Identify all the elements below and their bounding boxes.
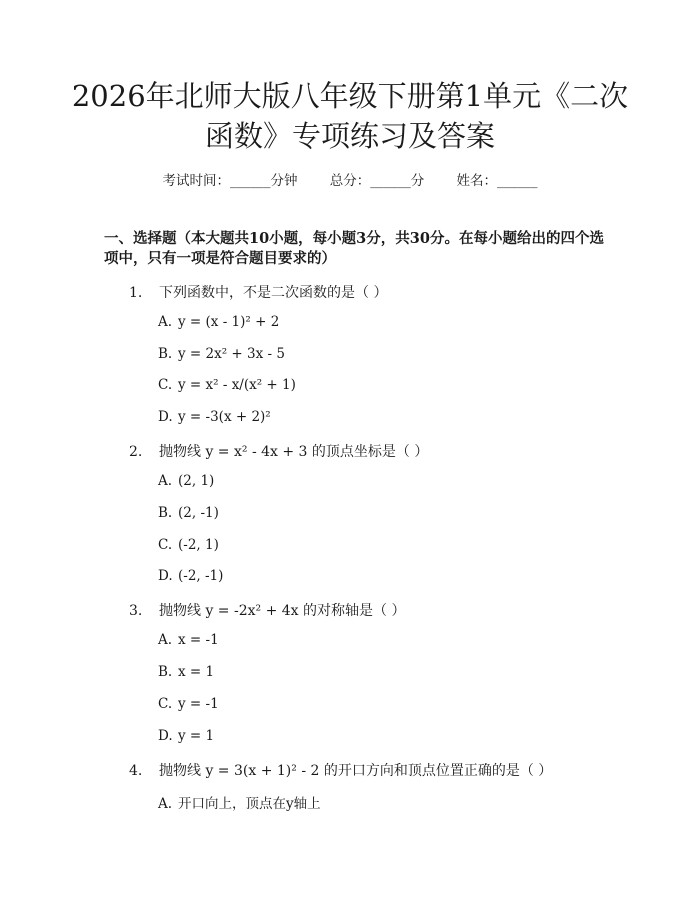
question-1-option-a [158,314,279,330]
option-text: (2, 1) [178,473,215,489]
question-3-option-b [158,664,214,680]
question-1-option-d [158,409,271,425]
exam-score: 总分：______分 [329,173,425,189]
option-letter: B. [158,346,173,362]
option-letter: C. [158,377,173,393]
title-line-1: 2026年北师大版八年级下册第1单元《二次 [71,79,629,113]
option-text: (2, -1) [178,505,219,521]
option-letter: B. [158,505,173,521]
question-3-option-a [158,632,219,648]
option-text: (-2, 1) [178,537,219,553]
option-letter: A. [158,796,173,812]
document-title [60,76,640,156]
question-2-option-c [158,537,219,553]
exam-time: 考试时间：______分钟 [162,173,298,189]
title-line-2: 函数》专项练习及答案 [204,119,495,153]
question-3-option-d [158,728,214,744]
question-2-option-b [158,505,219,521]
question-text: 下列函数中，不是二次函数的是（ ） [159,285,388,301]
option-text: y = -3(x + 2)² [178,409,271,425]
question-3 [129,600,405,620]
question-1 [129,282,387,302]
option-letter: B. [158,664,173,680]
option-letter: C. [158,537,173,553]
section-heading-line-1: 一、选择题（本大题共10小题，每小题3分，共30分。在每小题给出的四个选 [104,230,604,247]
option-text: (-2, -1) [178,568,224,584]
option-letter: A. [158,473,173,489]
question-2-option-d [158,568,223,584]
option-text: x = -1 [178,632,219,648]
option-text: y = 2x² + 3x - 5 [178,346,285,362]
question-1-option-c [158,377,296,393]
section-heading-line-2: 项中，只有一项是符合题目要求的） [104,250,336,267]
question-2 [129,441,428,461]
option-text: y = -1 [178,696,219,712]
option-letter: D. [158,568,173,584]
question-4 [129,760,552,780]
question-number: 1. [129,285,143,301]
option-text: 开口向上，顶点在y轴上 [178,796,321,812]
option-letter: A. [158,314,173,330]
question-text: 抛物线 y = -2x² + 4x 的对称轴是（ ） [159,603,406,619]
question-2-option-a [158,473,214,489]
option-letter: D. [158,728,173,744]
question-1-option-b [158,346,285,362]
option-letter: D. [158,409,173,425]
option-text: y = 1 [178,728,215,744]
section-heading [104,229,624,269]
question-number: 3. [129,603,143,619]
question-3-option-c [158,696,219,712]
question-number: 4. [129,763,143,779]
exam-name: 姓名：______ [456,173,538,189]
question-text: 抛物线 y = x² - 4x + 3 的顶点坐标是（ ） [159,444,429,460]
question-number: 2. [129,444,143,460]
option-letter: C. [158,696,173,712]
option-text: y = (x - 1)² + 2 [178,314,280,330]
option-text: x = 1 [178,664,215,680]
option-text: y = x² - x/(x² + 1) [178,377,296,393]
exam-info [0,169,700,189]
question-4-option-a [158,792,321,812]
option-letter: A. [158,632,173,648]
question-text: 抛物线 y = 3(x + 1)² - 2 的开口方向和顶点位置正确的是（ ） [159,763,553,779]
